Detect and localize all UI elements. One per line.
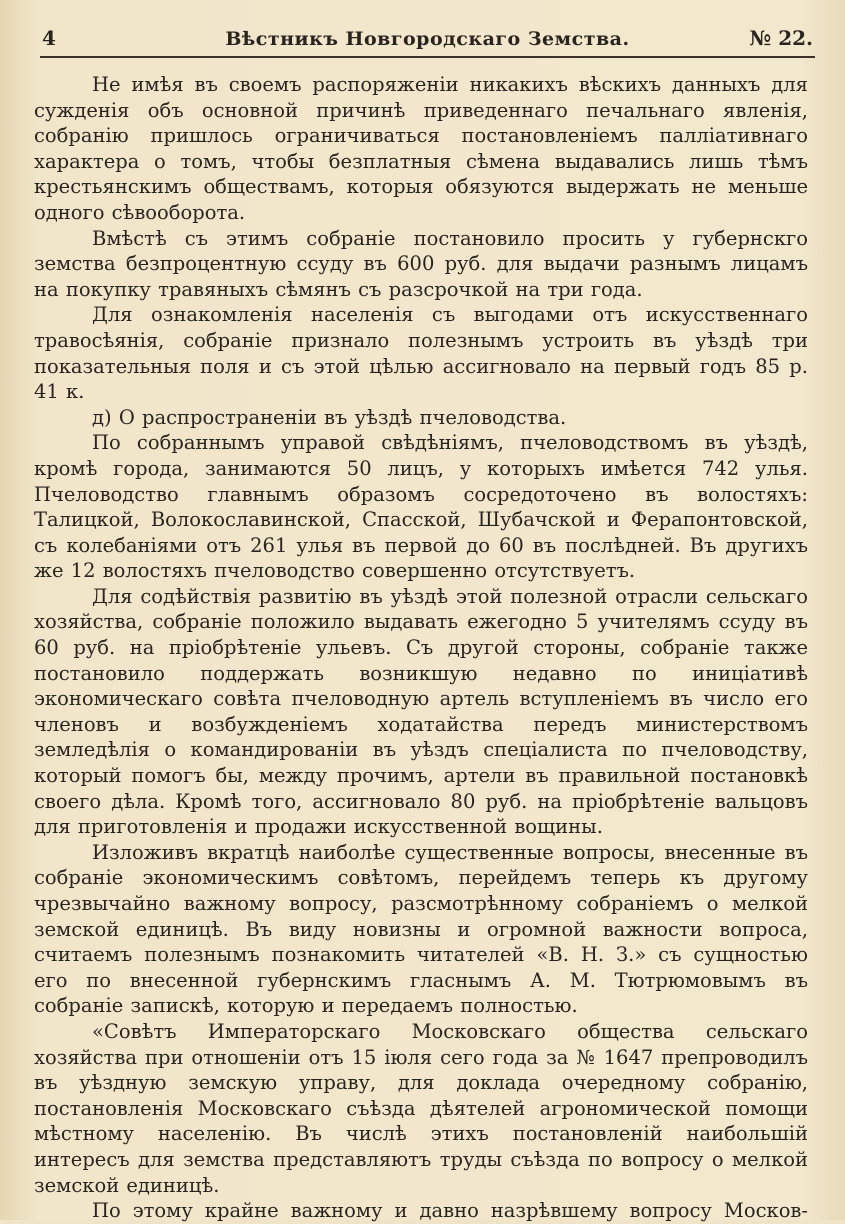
paragraph: «Совѣтъ Императорскаго Московскаго общества сельскаго хозяйства при отношеніи отъ 15 іюля сего года за № 1647 препроводилъ въ уѣздную земскую управу, для доклада очередному собранію, постановленія Московскаго съѣзда дѣятелей агрономической помощи мѣстному населенію. Въ числѣ этихъ постановленій наибольшій интересъ для земства представляютъ труды съѣзда по вопросу о мелкой земской единицѣ. — [34, 1019, 808, 1197]
page-header — [40, 22, 815, 58]
paragraph: Для ознакомленія населенія съ выгодами отъ искусственнаго травосѣянія, собраніе признало полезнымъ устроить въ уѣздѣ три показательныя поля и съ этой цѣлью ассигновало на первый годъ 85 р. 41 к. — [34, 303, 808, 404]
article-body — [34, 72, 808, 1224]
paragraph: По собраннымъ управой свѣдѣніямъ, пчеловодствомъ въ уѣздѣ, кромѣ города, занимаются 50 лицъ, у которыхъ имѣется 742 улья. Пчеловодство главнымъ образомъ сосредоточено въ волостяхъ: Талицкой, Волокославинской, Спасской, Шубачской и Ферапонтовской, съ колебаніями отъ 261 улья въ первой до 60 въ послѣдней. Въ другихъ же 12 волостяхъ пчеловодство совершенно отсутствуетъ. — [34, 431, 808, 583]
issue-number: № 22. — [749, 26, 813, 50]
paragraph: Вмѣстѣ съ этимъ собраніе постановило просить у губернскго земства безпроцентную ссуду въ 600 руб. для выдачи разнымъ лицамъ на покупку травяныхъ сѣмянъ съ разсрочкой на три года. — [34, 226, 808, 301]
paragraph: По этому крайне важному и давно назрѣвшему вопросу Москов- — [92, 1199, 808, 1223]
section-heading: д) О распространеніи въ уѣздѣ пчеловодства. — [92, 405, 567, 429]
page-number: 4 — [42, 26, 56, 50]
paragraph: Не имѣя въ своемъ распоряженіи никакихъ вѣскихъ данныхъ для сужденія объ основной причинѣ приведеннаго печальнаго явленія, собранію пришлось ограничиваться постановленіемъ паллiативнаго характера о томъ, чтобы безплатныя сѣмена выдавались лишь тѣмъ крестьянскимъ обществамъ, которыя обязуются выдержать не меньше одного сѣвооборота. — [34, 73, 808, 224]
journal-title: Вѣстникъ Новгородскаго Земства. — [225, 28, 630, 50]
paragraph: Изложивъ вкратцѣ наиболѣе существенные вопросы, внесенные въ собраніе экономическимъ совѣтомъ, перейдемъ теперь къ другому чрезвычайно важному вопросу, разсмотрѣнному собраніемъ о мелкой земской единицѣ. Въ виду новизны и огромной важности вопроса, считаемъ полезнымъ познакомить читателей «В. Н. З.» съ сущностью его по внесенной губернскимъ гласнымъ А. М. Тютрюмовымъ въ собраніе запискѣ, которую и передаемъ полностью. — [34, 840, 808, 1018]
paragraph: Для содѣйствія развитію въ уѣздѣ этой полезной отрасли сельскаго хозяйства, собраніе положило выдавать ежегодно 5 учителямъ ссуду въ 60 руб. на пріобрѣтеніе ульевъ. Съ другой стороны, собраніе также постановило поддержать возникшую недавно по иниціативѣ экономическаго совѣта пчеловодную артель вступленіемъ въ число его членовъ и возбужденіемъ ходатайства передъ министерствомъ земледѣлія о командированіи въ уѣздъ спеціалиста по пчеловодству, который помогъ бы, между прочимъ, артели въ правильной постановкѣ своего дѣла. Кромѣ того, ассигновало 80 руб. на пріобрѣтеніе вальцовъ для приготовленія и продажи искусственной вощины. — [34, 584, 808, 839]
